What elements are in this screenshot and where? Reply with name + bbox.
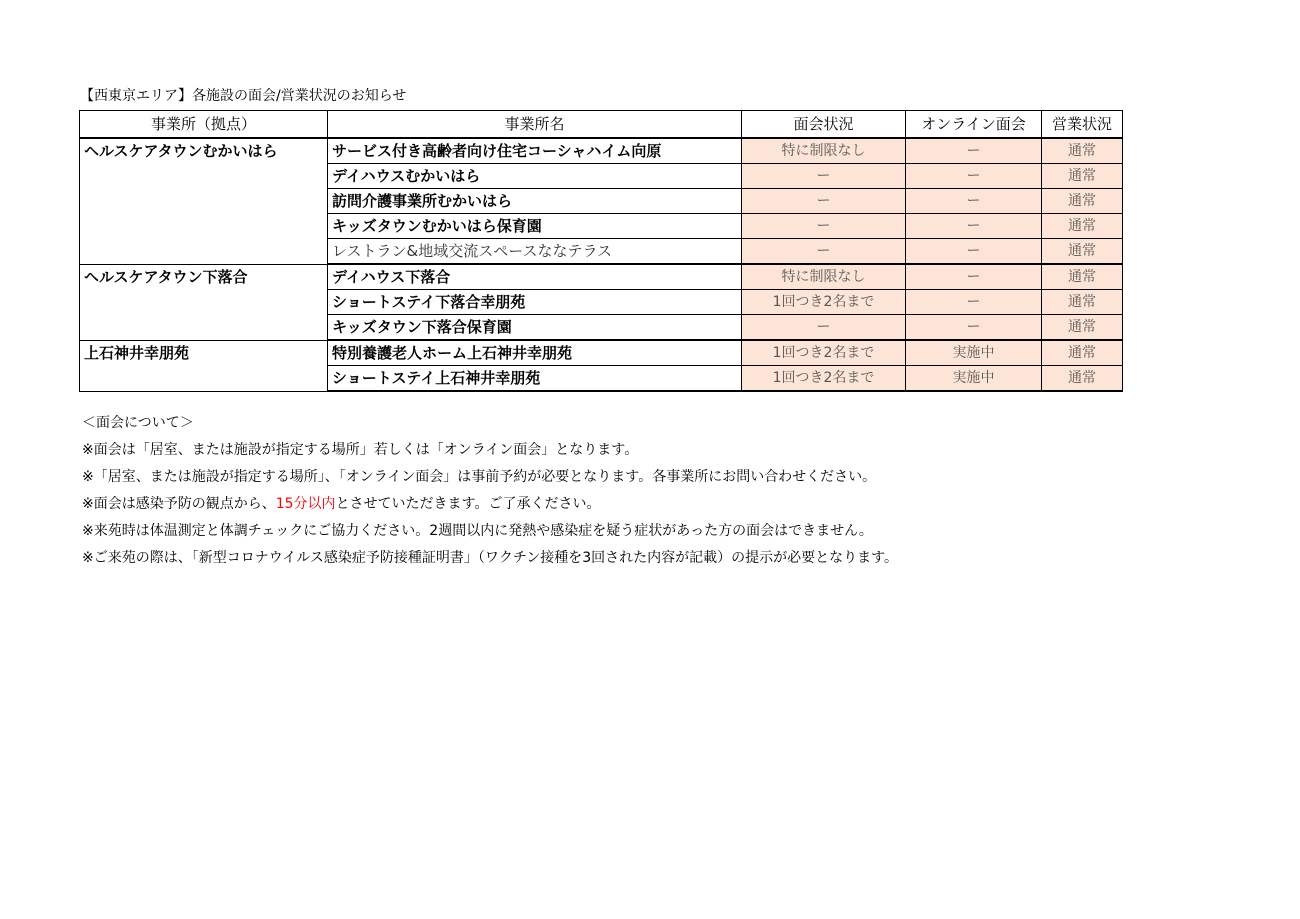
note-line-time-limit <box>82 491 898 518</box>
facility-name: デイハウス下落合 <box>328 264 742 290</box>
facility-status-table <box>79 110 1123 392</box>
online-visit-status: ー <box>906 264 1042 290</box>
note-line: ※ご来苑の際は、「新型コロナウイルス感染症予防接種証明書」（ワクチン接種を3回された内容が記載）の提示が必要となります。 <box>82 550 898 566</box>
table-header-row <box>80 111 1123 139</box>
base-cell-kamishakujii: 上石神井幸朋苑 <box>80 340 328 391</box>
header-base: 事業所（拠点） <box>80 111 328 139</box>
header-facility: 事業所名 <box>328 111 742 139</box>
business-status: 通常 <box>1042 164 1123 189</box>
business-status: 通常 <box>1042 239 1123 265</box>
visit-status: ー <box>742 189 906 214</box>
online-visit-status: 実施中 <box>906 340 1042 366</box>
note-line: ※来苑時は体温測定と体調チェックにご協力ください。2週間以内に発熱や感染症を疑う症状があった方の面会はできません。 <box>82 523 873 539</box>
note-text: ※面会は感染予防の観点から、 <box>82 496 276 512</box>
visit-status: ー <box>742 315 906 341</box>
visit-notes <box>82 410 898 572</box>
facility-name: ショートステイ上石神井幸朋苑 <box>328 366 742 392</box>
business-status: 通常 <box>1042 214 1123 239</box>
table-row <box>80 138 1123 164</box>
header-visit-status: 面会状況 <box>742 111 906 139</box>
online-visit-status: ー <box>906 214 1042 239</box>
online-visit-status: ー <box>906 290 1042 315</box>
note-text: とさせていただきます。ご了承ください。 <box>335 496 601 512</box>
facility-name: ショートステイ下落合幸朋苑 <box>328 290 742 315</box>
note-line: ※面会は「居室、または施設が指定する場所」若しくは「オンライン面会」となります。 <box>82 442 639 458</box>
visit-status: ー <box>742 239 906 265</box>
base-cell-shimoochiai: ヘルスケアタウン下落合 <box>80 264 328 340</box>
online-visit-status: ー <box>906 138 1042 164</box>
base-cell-mukaihara: ヘルスケアタウンむかいはら <box>80 138 328 264</box>
header-online-visit: オンライン面会 <box>906 111 1042 139</box>
visit-status: ー <box>742 164 906 189</box>
visit-status: 1回つき2名まで <box>742 366 906 392</box>
table-row <box>80 340 1123 366</box>
facility-name: サービス付き高齢者向け住宅コーシャハイム向原 <box>328 138 742 164</box>
header-business-status: 営業状況 <box>1042 111 1123 139</box>
online-visit-status: ー <box>906 189 1042 214</box>
visit-status: 特に制限なし <box>742 138 906 164</box>
business-status: 通常 <box>1042 264 1123 290</box>
note-line: ※「居室、または施設が指定する場所」、「オンライン面会」は事前予約が必要となります。各事業所にお問い合わせください。 <box>82 469 877 485</box>
business-status: 通常 <box>1042 189 1123 214</box>
business-status: 通常 <box>1042 290 1123 315</box>
online-visit-status: ー <box>906 239 1042 265</box>
facility-name: 訪問介護事業所むかいはら <box>328 189 742 214</box>
facility-name: キッズタウンむかいはら保育園 <box>328 214 742 239</box>
notes-heading: ＜面会について＞ <box>82 415 194 431</box>
business-status: 通常 <box>1042 366 1123 392</box>
facility-name: キッズタウン下落合保育園 <box>328 315 742 341</box>
visit-status: 1回つき2名まで <box>742 340 906 366</box>
business-status: 通常 <box>1042 340 1123 366</box>
facility-name: 特別養護老人ホーム上石神井幸朋苑 <box>328 340 742 366</box>
page-title: 【西東京エリア】各施設の面会/営業状況のお知らせ <box>80 88 407 104</box>
business-status: 通常 <box>1042 138 1123 164</box>
facility-name: デイハウスむかいはら <box>328 164 742 189</box>
online-visit-status: ー <box>906 164 1042 189</box>
facility-name: レストラン&地域交流スペースななテラス <box>328 239 742 265</box>
business-status: 通常 <box>1042 315 1123 341</box>
time-limit-highlight: 15分以内 <box>275 496 336 512</box>
visit-status: ー <box>742 214 906 239</box>
visit-status: 特に制限なし <box>742 264 906 290</box>
online-visit-status: 実施中 <box>906 366 1042 392</box>
table-row <box>80 264 1123 290</box>
visit-status: 1回つき2名まで <box>742 290 906 315</box>
online-visit-status: ー <box>906 315 1042 341</box>
